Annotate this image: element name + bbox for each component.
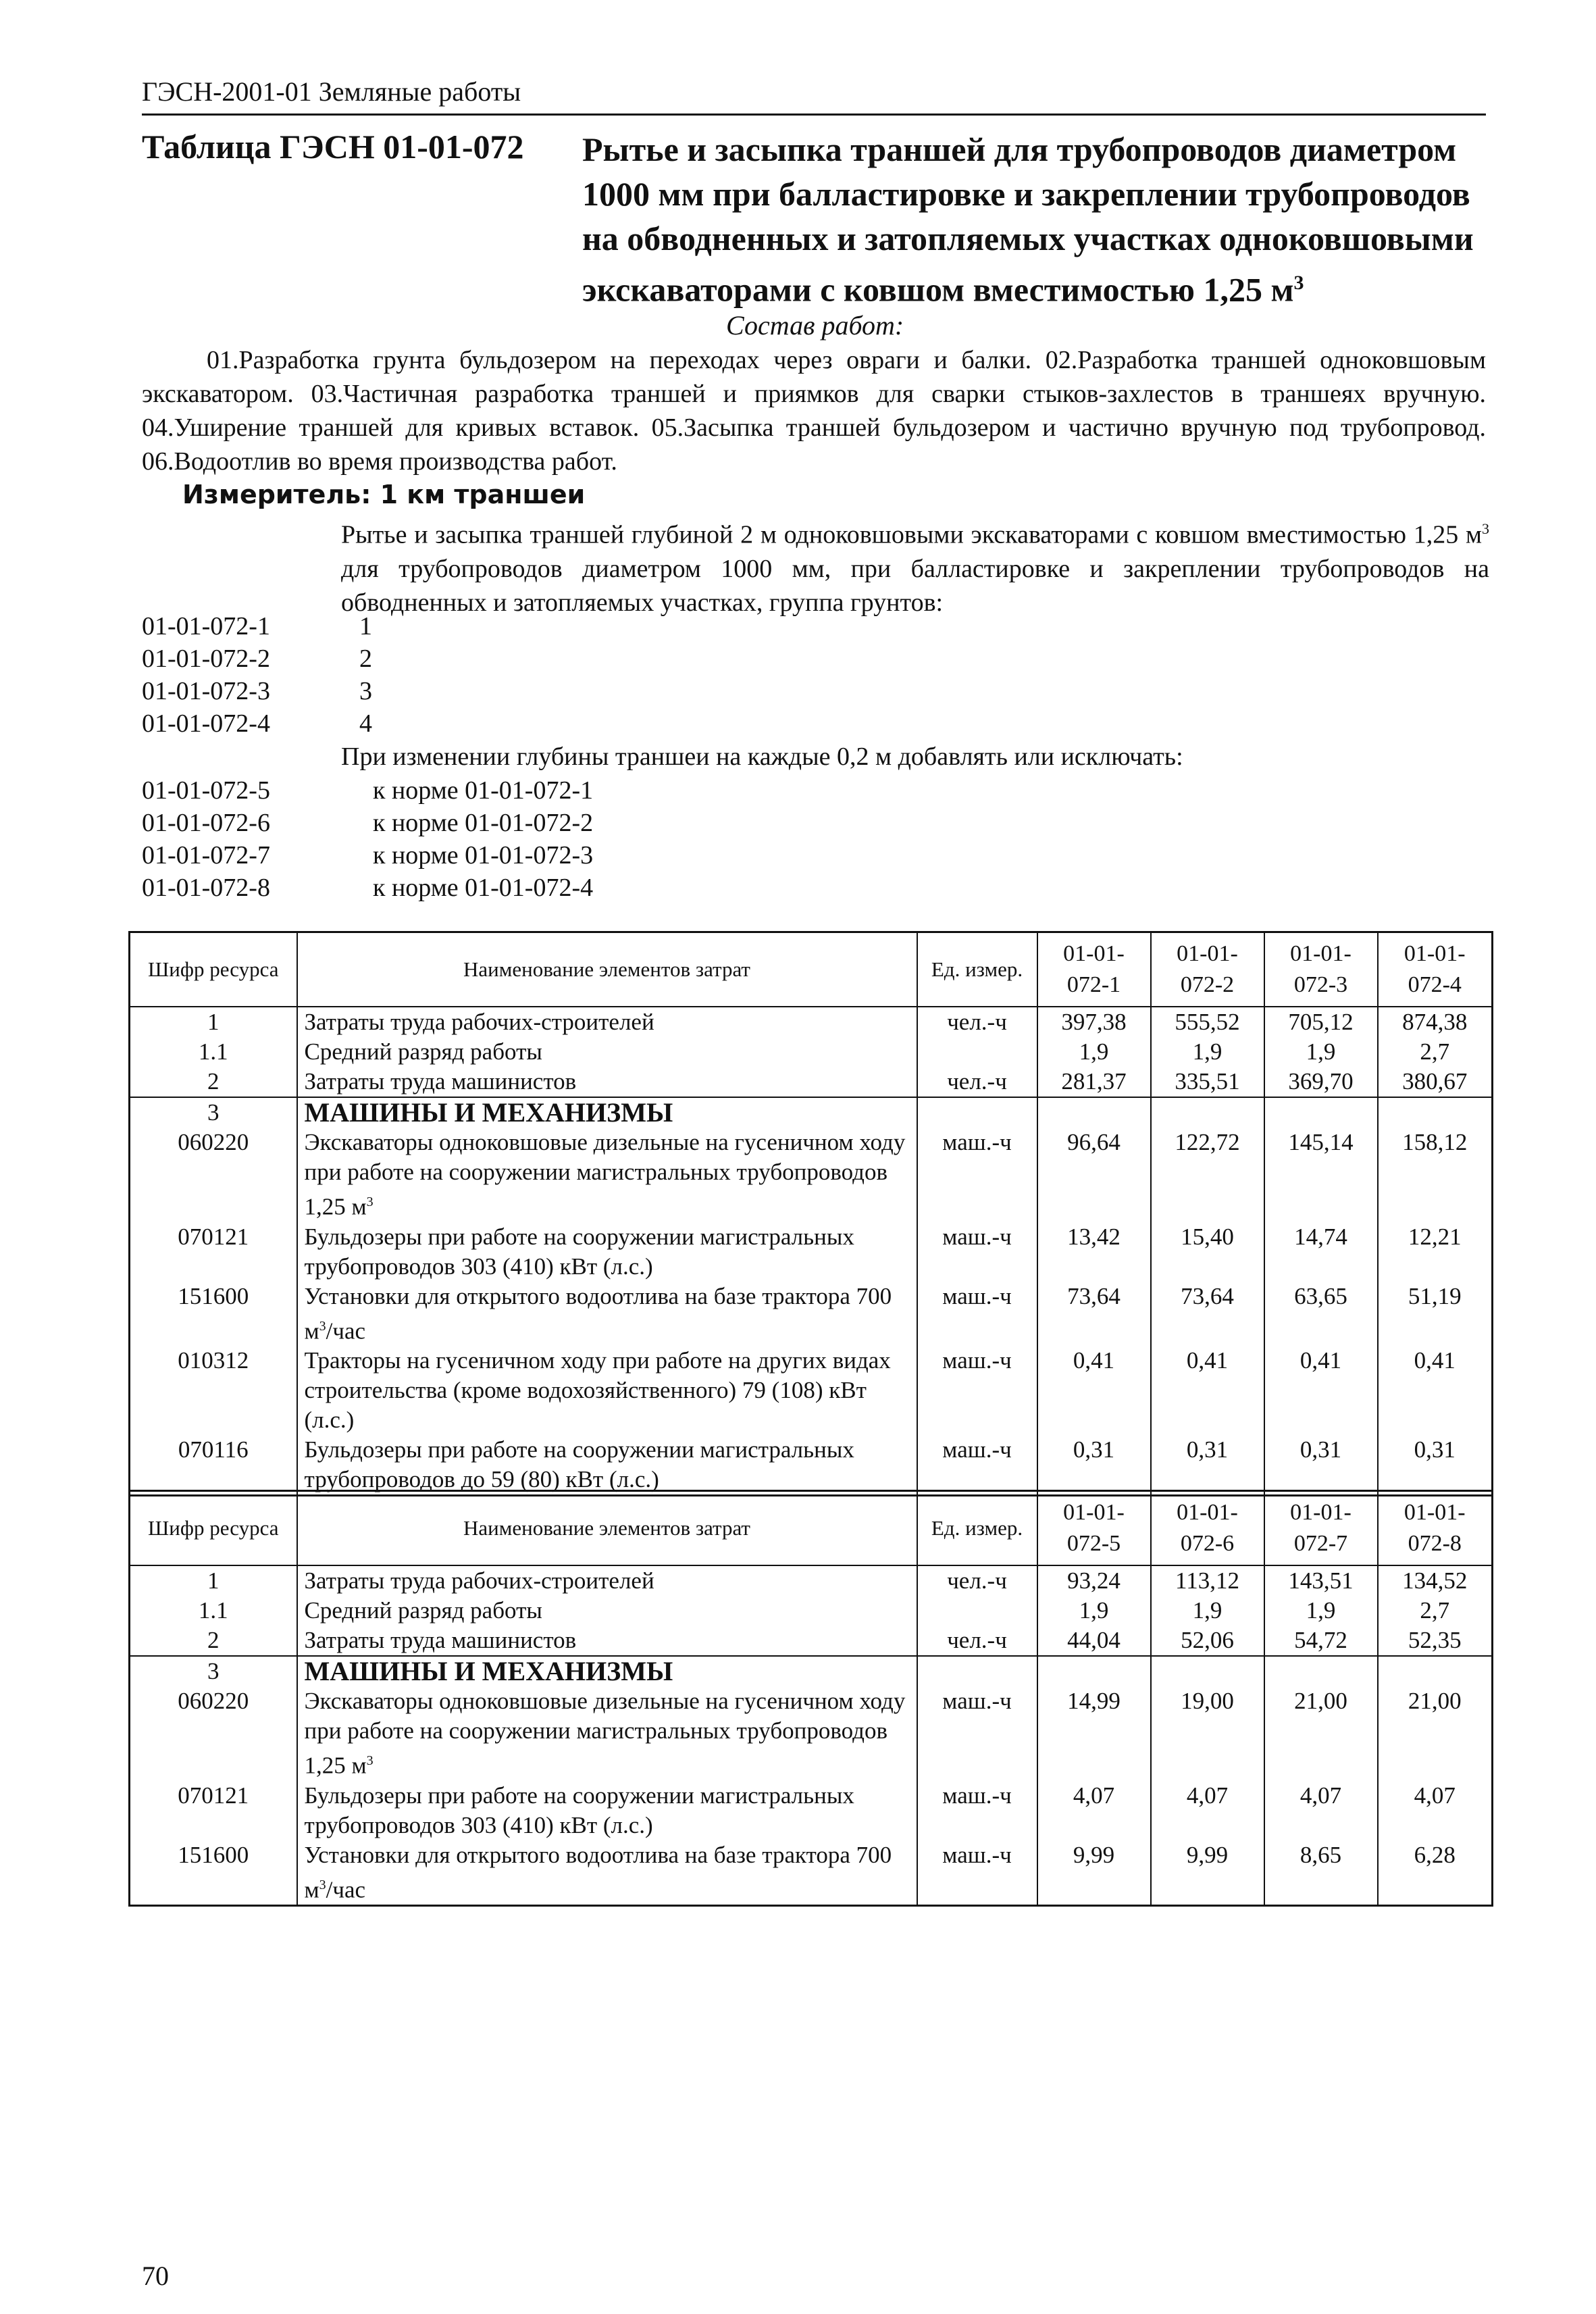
resource-code: 1.1 — [130, 1037, 297, 1067]
norm-code-label: 1 — [359, 612, 372, 640]
depth-code: 01-01-072-5 — [142, 776, 270, 805]
resource-value: 281,37 — [1037, 1067, 1151, 1097]
resource-name: Затраты труда машинистов — [297, 1067, 917, 1097]
depth-code: 01-01-072-7 — [142, 841, 270, 870]
norm-code-row — [142, 709, 372, 738]
depth-code-label: к норме 01-01-072-4 — [373, 874, 594, 902]
section-row — [130, 1656, 1493, 1686]
resource-value: 0,41 — [1151, 1346, 1264, 1435]
header-norm: 01-01- 072-4 — [1378, 932, 1493, 1007]
table-row — [130, 1128, 1493, 1222]
resource-name: Затраты труда рабочих-строителей — [297, 1565, 917, 1596]
resource-value: 52,35 — [1378, 1626, 1493, 1656]
table-row — [130, 1565, 1493, 1596]
meter: Измеритель: 1 км траншеи — [182, 480, 586, 509]
depth-code-label: к норме 01-01-072-1 — [373, 776, 594, 805]
resource-name: Установки для открытого водоотлива на базе трактора 700 $м^3$/час — [297, 1840, 917, 1906]
resource-value: 13,42 — [1037, 1222, 1151, 1282]
resource-code: 070121 — [130, 1781, 297, 1840]
resource-value: 158,12 — [1378, 1128, 1493, 1222]
table-row — [130, 1840, 1493, 1906]
resource-value: 1,9 — [1264, 1596, 1378, 1626]
table-row — [130, 1007, 1493, 1037]
page-number: 70 — [142, 2261, 169, 2291]
resource-value: 369,70 — [1264, 1067, 1378, 1097]
resource-value: 0,31 — [1037, 1435, 1151, 1496]
resource-unit — [917, 1596, 1037, 1626]
table-row — [130, 1626, 1493, 1656]
table-row — [130, 1346, 1493, 1435]
norm-code-label: 4 — [359, 709, 372, 738]
section-code: 3 — [130, 1656, 297, 1686]
resource-value: 134,52 — [1378, 1565, 1493, 1596]
table-row — [130, 1596, 1493, 1626]
resource-value: 6,28 — [1378, 1840, 1493, 1906]
resource-value: 19,00 — [1151, 1686, 1264, 1781]
header-unit: Ед. измер. — [917, 932, 1037, 1007]
table-row — [130, 1222, 1493, 1282]
resource-value: 9,99 — [1037, 1840, 1151, 1906]
resource-code: 070121 — [130, 1222, 297, 1282]
norm-description-part2: для трубопроводов диаметром 1000 мм, при балластировке и закреплении трубопроводов на обводненных и затопляемых участках, группа грунтов: — [341, 554, 1489, 617]
table-row — [130, 1686, 1493, 1781]
resource-value: 0,41 — [1037, 1346, 1151, 1435]
resource-value: 335,51 — [1151, 1067, 1264, 1097]
table-row — [130, 1282, 1493, 1347]
resource-value: 4,07 — [1264, 1781, 1378, 1840]
resource-name: Экскаваторы одноковшовые дизельные на гусеничном ходу при работе на сооружении магистральных трубопроводов 1,25 $м^3$ — [297, 1128, 917, 1222]
norm-code: 01-01-072-2 — [142, 645, 270, 673]
resource-unit: чел.-ч — [917, 1067, 1037, 1097]
resource-unit: маш.-ч — [917, 1128, 1037, 1222]
resource-name: Средний разряд работы — [297, 1037, 917, 1067]
norm-code-row — [142, 644, 372, 674]
resource-name: Экскаваторы одноковшовые дизельные на гусеничном ходу при работе на сооружении магистральных трубопроводов 1,25 $м^3$ — [297, 1686, 917, 1781]
resource-value: 44,04 — [1037, 1626, 1151, 1656]
resource-value: 4,07 — [1037, 1781, 1151, 1840]
resource-value: 1,9 — [1037, 1596, 1151, 1626]
resource-value: 122,72 — [1151, 1128, 1264, 1222]
resource-unit: маш.-ч — [917, 1346, 1037, 1435]
depth-code: 01-01-072-8 — [142, 874, 270, 902]
resource-value: 21,00 — [1378, 1686, 1493, 1781]
norm-code-row — [142, 676, 372, 706]
resource-value: 51,19 — [1378, 1282, 1493, 1347]
norm-code-row — [142, 611, 372, 641]
resource-name: Затраты труда рабочих-строителей — [297, 1007, 917, 1037]
resource-value: 63,65 — [1264, 1282, 1378, 1347]
resource-value: 0,41 — [1264, 1346, 1378, 1435]
resource-value: 705,12 — [1264, 1007, 1378, 1037]
table-id: Таблица ГЭСН 01-01-072 — [142, 128, 524, 166]
resource-code: 070116 — [130, 1435, 297, 1496]
header-norm: 01-01- 072-2 — [1151, 932, 1264, 1007]
resource-unit: маш.-ч — [917, 1282, 1037, 1347]
resource-value: 93,24 — [1037, 1565, 1151, 1596]
resource-code: 2 — [130, 1067, 297, 1097]
header-code: Шифр ресурса — [130, 932, 297, 1007]
depth-code-row — [142, 776, 593, 805]
resource-code: 151600 — [130, 1282, 297, 1347]
resource-unit: чел.-ч — [917, 1626, 1037, 1656]
resource-code: 1 — [130, 1007, 297, 1037]
composition-heading: Состав работ: — [726, 310, 904, 341]
norm-code: 01-01-072-4 — [142, 709, 270, 738]
resource-value: 0,31 — [1378, 1435, 1493, 1496]
resource-value: 14,74 — [1264, 1222, 1378, 1282]
resource-unit: чел.-ч — [917, 1007, 1037, 1037]
composition-text — [142, 343, 1486, 478]
resource-unit: маш.-ч — [917, 1222, 1037, 1282]
header-rule — [142, 114, 1486, 116]
table-row — [130, 1781, 1493, 1840]
resource-unit: чел.-ч — [917, 1565, 1037, 1596]
section-row — [130, 1097, 1493, 1128]
resource-value: 15,40 — [1151, 1222, 1264, 1282]
norm-description — [341, 512, 1489, 620]
table-title — [582, 127, 1487, 312]
resource-unit: маш.-ч — [917, 1840, 1037, 1906]
resource-value: 145,14 — [1264, 1128, 1378, 1222]
resource-value: 54,72 — [1264, 1626, 1378, 1656]
header-unit: Ед. измер. — [917, 1491, 1037, 1566]
resource-table-2 — [128, 1490, 1493, 1907]
resource-value: 0,31 — [1151, 1435, 1264, 1496]
header-norm: 01-01- 072-7 — [1264, 1491, 1378, 1566]
resource-code: 2 — [130, 1626, 297, 1656]
header-norm: 01-01- 072-6 — [1151, 1491, 1264, 1566]
resource-code: 1 — [130, 1565, 297, 1596]
header-norm: 01-01- 072-1 — [1037, 932, 1151, 1007]
resource-code: 151600 — [130, 1840, 297, 1906]
norm-code: 01-01-072-1 — [142, 612, 270, 640]
resource-value: 9,99 — [1151, 1840, 1264, 1906]
resource-code: 1.1 — [130, 1596, 297, 1626]
section-title: МАШИНЫ И МЕХАНИЗМЫ — [297, 1656, 917, 1686]
resource-name: Бульдозеры при работе на сооружении магистральных трубопроводов до 59 (80) кВт (л.с.) — [297, 1435, 917, 1496]
resource-code: 010312 — [130, 1346, 297, 1435]
resource-value: 1,9 — [1264, 1037, 1378, 1067]
resource-value: 4,07 — [1151, 1781, 1264, 1840]
resource-unit: маш.-ч — [917, 1435, 1037, 1496]
resource-value: 0,31 — [1264, 1435, 1378, 1496]
depth-note: При изменении глубины траншеи на каждые 0,2 м добавлять или исключать: — [341, 743, 1183, 771]
header-norm: 01-01- 072-5 — [1037, 1491, 1151, 1566]
resource-code: 060220 — [130, 1686, 297, 1781]
depth-code-label: к норме 01-01-072-3 — [373, 841, 594, 870]
norm-code-label: 3 — [359, 677, 372, 705]
header-norm: 01-01- 072-8 — [1378, 1491, 1493, 1566]
resource-value: 397,38 — [1037, 1007, 1151, 1037]
resource-value: 380,67 — [1378, 1067, 1493, 1097]
resource-value: 143,51 — [1264, 1565, 1378, 1596]
resource-value: 21,00 — [1264, 1686, 1378, 1781]
resource-value: 2,7 — [1378, 1596, 1493, 1626]
section-title: МАШИНЫ И МЕХАНИЗМЫ — [297, 1097, 917, 1128]
resource-name: Затраты труда машинистов — [297, 1626, 917, 1656]
norm-description-part1: Рытье и засыпка траншей глубиной 2 м одноковшовыми экскаваторами с ковшом вместимостью 1,25 м — [341, 520, 1482, 549]
header-name: Наименование элементов затрат — [297, 1491, 917, 1566]
norm-code: 01-01-072-3 — [142, 677, 270, 705]
resource-value: 1,9 — [1151, 1596, 1264, 1626]
resource-value: 1,9 — [1037, 1037, 1151, 1067]
resource-value: 73,64 — [1151, 1282, 1264, 1347]
resource-value: 12,21 — [1378, 1222, 1493, 1282]
resource-value: 2,7 — [1378, 1037, 1493, 1067]
title-sup: 3 — [1293, 272, 1304, 294]
resource-value: 73,64 — [1037, 1282, 1151, 1347]
table-row — [130, 1067, 1493, 1097]
resource-name: Бульдозеры при работе на сооружении магистральных трубопроводов 303 (410) кВт (л.с.) — [297, 1781, 917, 1840]
depth-code-row — [142, 873, 593, 903]
resource-value: 555,52 — [1151, 1007, 1264, 1037]
resource-table-1 — [128, 931, 1493, 1496]
table-row — [130, 1435, 1493, 1496]
section-code: 3 — [130, 1097, 297, 1128]
resource-value: 4,07 — [1378, 1781, 1493, 1840]
depth-code-row — [142, 808, 593, 838]
resource-name: Средний разряд работы — [297, 1596, 917, 1626]
resource-unit: маш.-ч — [917, 1686, 1037, 1781]
resource-value: 113,12 — [1151, 1565, 1264, 1596]
resource-unit: маш.-ч — [917, 1781, 1037, 1840]
depth-code-row — [142, 840, 593, 870]
resource-value: 14,99 — [1037, 1686, 1151, 1781]
header-name: Наименование элементов затрат — [297, 932, 917, 1007]
resource-unit — [917, 1037, 1037, 1067]
resource-value: 0,41 — [1378, 1346, 1493, 1435]
resource-value: 1,9 — [1151, 1037, 1264, 1067]
resource-value: 8,65 — [1264, 1840, 1378, 1906]
norm-description-sup: 3 — [1482, 520, 1489, 537]
resource-value: 52,06 — [1151, 1626, 1264, 1656]
table-row — [130, 1037, 1493, 1067]
resource-code: 060220 — [130, 1128, 297, 1222]
resource-value: 874,38 — [1378, 1007, 1493, 1037]
depth-code-label: к норме 01-01-072-2 — [373, 809, 594, 837]
norm-code-label: 2 — [359, 645, 372, 673]
header-code: Шифр ресурса — [130, 1491, 297, 1566]
running-head: ГЭСН-2001-01 Земляные работы — [142, 76, 521, 107]
depth-code: 01-01-072-6 — [142, 809, 270, 837]
resource-name: Тракторы на гусеничном ходу при работе на других видах строительства (кроме водохозяйственного) 79 (108) кВт (л.с.) — [297, 1346, 917, 1435]
header-norm: 01-01- 072-3 — [1264, 932, 1378, 1007]
title-text: Рытье и засыпка траншей для трубопроводов диаметром 1000 мм при балластировке и закреплении трубопроводов на обводненных и затопляемых участках одноковшовыми экскаваторами с ковшом вместимостью 1,25 м — [582, 130, 1474, 309]
resource-name: Бульдозеры при работе на сооружении магистральных трубопроводов 303 (410) кВт (л.с.) — [297, 1222, 917, 1282]
resource-name: Установки для открытого водоотлива на базе трактора 700 $м^3$/час — [297, 1282, 917, 1347]
composition-paragraph: 01.Разработка грунта бульдозером на переходах через овраги и балки. 02.Разработка траншей одноковшовым экскаватором. 03.Частичная разработка траншей и приямков для сварки стыков-захлестов в траншеях вручную. 04.Уширение траншей для кривых вставок. 05.Засыпка траншей бульдозером и частично вручную под трубопровод. 06.Водоотлив во время производства работ. — [142, 346, 1486, 476]
resource-value: 96,64 — [1037, 1128, 1151, 1222]
